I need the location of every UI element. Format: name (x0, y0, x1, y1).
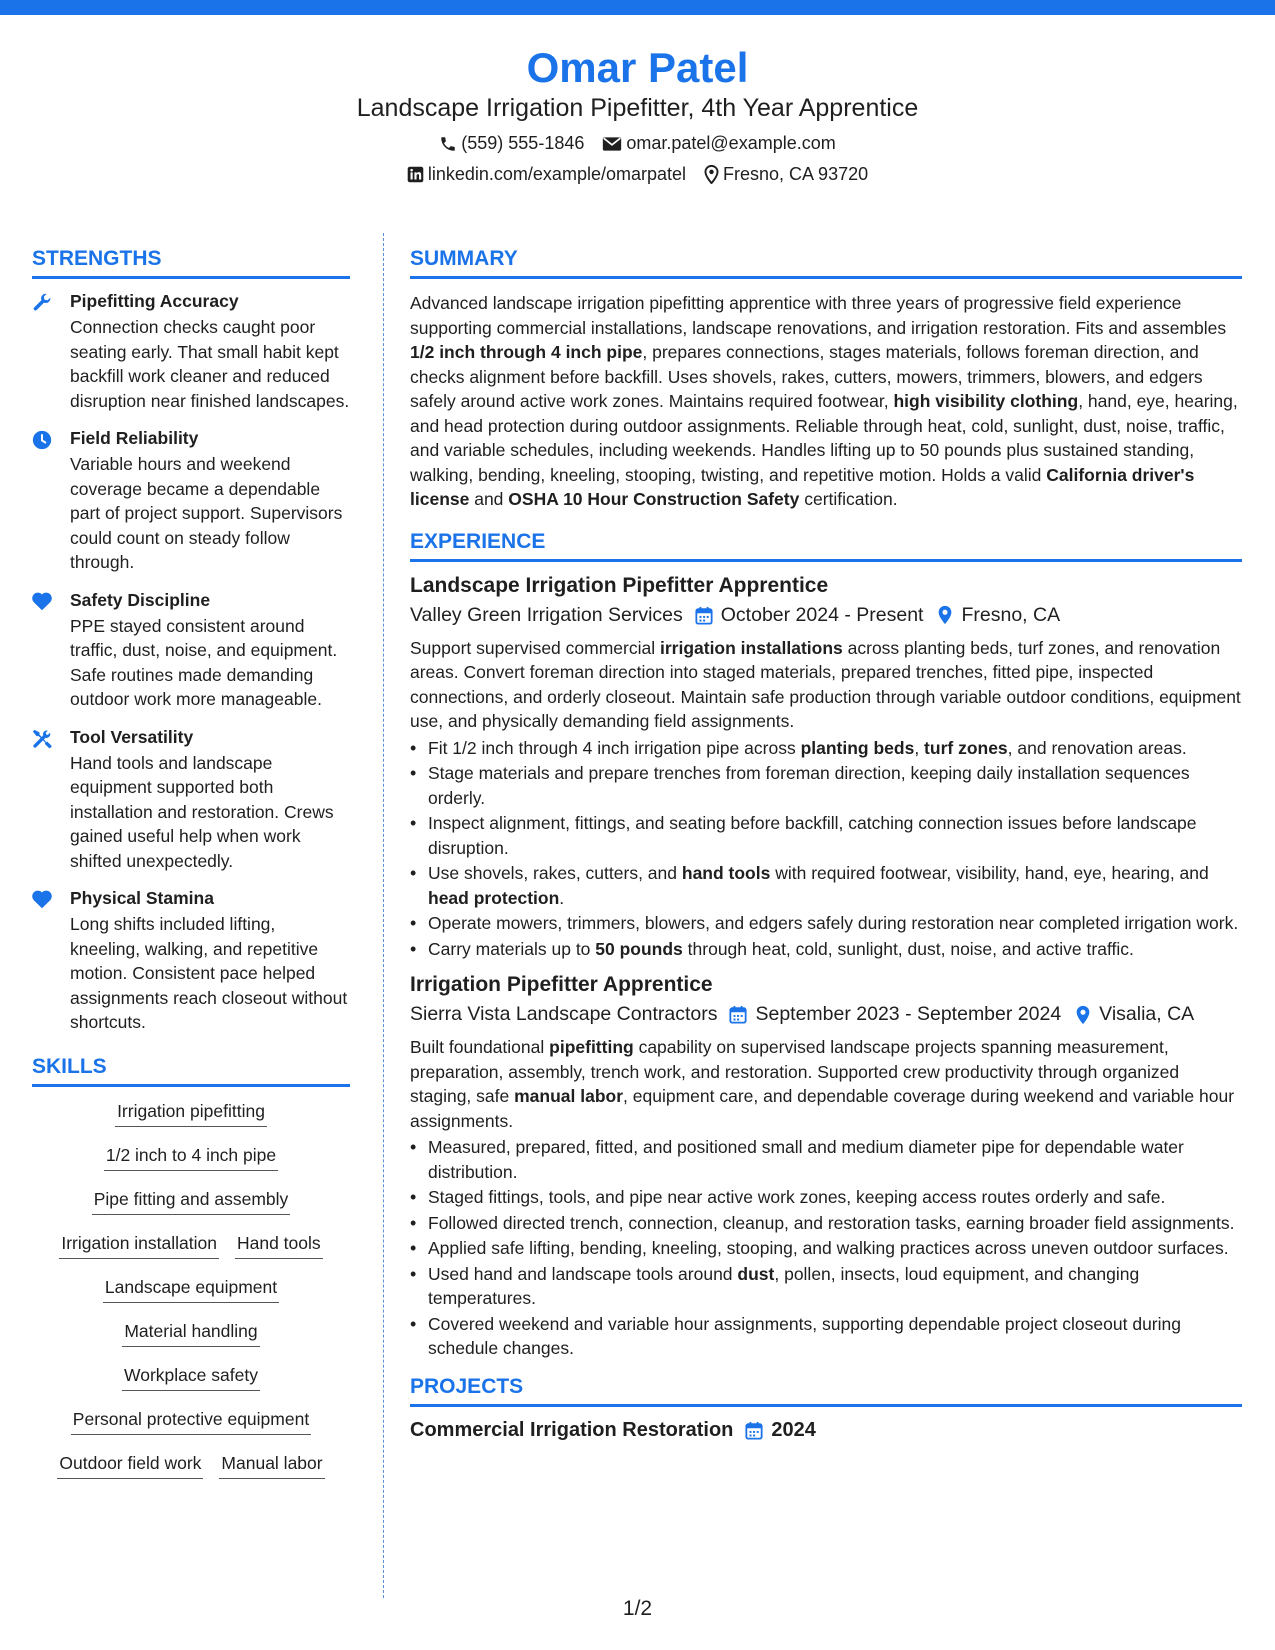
skills-heading: SKILLS (32, 1055, 350, 1087)
strength-desc: Long shifts included lifting, kneeling, walking, and repetitive motion. Consistent pace helped assignments reach closeout without shortcuts. (70, 914, 348, 1032)
strength-desc: Variable hours and weekend coverage became a dependable part of project support. Supervisors could count on steady follow through. (70, 454, 343, 572)
wrench-icon (32, 293, 52, 313)
skill-tag: Material handling (122, 1319, 259, 1347)
strength-item (32, 727, 350, 874)
job-entry (410, 574, 1242, 962)
strength-title: Field Reliability (70, 428, 199, 448)
skill-tag: Irrigation pipefitting (115, 1099, 267, 1127)
calendar-icon (695, 606, 713, 625)
heart-icon (32, 890, 52, 909)
clock-icon (32, 430, 52, 450)
contact-row-1 (0, 133, 1275, 154)
project-year: 2024 (771, 1418, 816, 1441)
job-meta (410, 604, 1242, 627)
skill-tag: 1/2 inch to 4 inch pipe (104, 1143, 278, 1171)
strength-item (32, 590, 350, 712)
strength-desc: Hand tools and landscape equipment supported both installation and restoration. Crews gained useful help when work shifted unexpectedly. (70, 752, 334, 871)
page-number: 1/2 (622, 1597, 653, 1620)
list-item: • Followed directed trench, connection, cleanup, and restoration tasks, earning broader field assignments. (410, 1211, 1242, 1236)
job-meta (410, 1003, 1242, 1026)
project-entry (410, 1419, 1242, 1442)
skill-tag: Pipe fitting and assembly (92, 1187, 291, 1215)
skill-tag: Irrigation installation (59, 1231, 219, 1259)
list-item: • Staged fittings, tools, and pipe near active work zones, keeping access routes orderly and safe. (410, 1185, 1242, 1210)
project-title: Commercial Irrigation Restoration (410, 1418, 734, 1441)
left-column (32, 247, 350, 1495)
strength-title: Safety Discipline (70, 589, 211, 610)
strength-item (32, 888, 350, 1035)
projects-heading: PROJECTS (410, 1375, 1242, 1407)
right-column (410, 247, 1242, 1442)
job-company: Sierra Vista Landscape Contractors (410, 1003, 718, 1025)
candidate-headline: Landscape Irrigation Pipefitter, 4th Year Apprentice (356, 94, 919, 122)
summary-heading: SUMMARY (410, 247, 1242, 279)
job-bullets (410, 736, 1242, 962)
list-item: • Measured, prepared, fitted, and positioned small and medium diameter pipe for dependable water distribution. (410, 1135, 1242, 1184)
map-pin-icon (937, 605, 953, 625)
contact-phone[interactable] (439, 133, 584, 154)
skill-tag: Workplace safety (122, 1363, 260, 1391)
strengths-heading: STRENGTHS (32, 247, 350, 279)
experience-heading: EXPERIENCE (410, 530, 1242, 562)
map-pin-icon (704, 165, 719, 184)
tools-icon (32, 729, 52, 749)
top-accent-bar (0, 0, 1275, 15)
job-dates: September 2023 - September 2024 (755, 1003, 1062, 1025)
strength-item (32, 428, 350, 575)
list-item: • Used hand and landscape tools around dust, pollen, insects, loud equipment, and changing temperatures. (410, 1262, 1242, 1311)
job-location: Visalia, CA (1099, 1003, 1195, 1025)
column-divider (383, 233, 384, 1598)
strength-item (32, 291, 350, 413)
strength-title: Pipefitting Accuracy (70, 291, 239, 311)
list-item: • Fit 1/2 inch through 4 inch irrigation pipe across planting beds, turf zones, and renovation areas. (410, 736, 1242, 761)
strength-title: Physical Stamina (70, 888, 214, 908)
contact-location (704, 164, 868, 185)
job-entry (410, 973, 1242, 1361)
email-text: omar.patel@example.com (626, 133, 836, 153)
strength-desc: Connection checks caught poor seating early. That small habit kept backfill work cleaner and reduced disruption near finished landscapes. (70, 317, 350, 411)
location-text: Fresno, CA 93720 (723, 164, 869, 184)
list-item: • Covered weekend and variable hour assignments, supporting dependable project closeout during schedule changes. (410, 1312, 1242, 1361)
job-title: Irrigation Pipefitter Apprentice (410, 973, 713, 996)
list-item: • Operate mowers, trimmers, blowers, and edgers safely during restoration near completed irrigation work. (410, 911, 1242, 936)
linkedin-icon (407, 166, 424, 183)
skill-tag: Outdoor field work (57, 1451, 203, 1479)
linkedin-text: linkedin.com/example/omarpatel (427, 164, 687, 184)
contact-linkedin[interactable] (407, 164, 686, 185)
list-item: • Use shovels, rakes, cutters, and hand tools with required footwear, visibility, hand, eye, hearing, and head protection. (410, 861, 1242, 910)
summary-text: Advanced landscape irrigation pipefitting apprentice with three years of progressive field experience supporting commercial installations, landscape renovations, and irrigation restoration. Fits and assembles 1/2 inch through 4 inch pipe, prepares connections, stages materials, follows foreman direction, and checks alignment before backfill. Uses shovels, rakes, cutters, mowers, trimmers, blowers, and edgers safely around active work zones. Maintains required footwear, high visibility clothing, hand, eye, hearing, and head protection during outdoor assignments. Reliable through heat, cold, sunlight, dust, noise, traffic, and variable schedules, including weekends. Handles lifting up to 50 pounds plus sustained standing, walking, bending, kneeling, stooping, twisting, and repetitive motion. Holds a valid California driver's license and OSHA 10 Hour Construction Safety certification. (410, 293, 1238, 509)
list-item: • Stage materials and prepare trenches from foreman direction, keeping daily installation sequences orderly. (410, 761, 1242, 810)
envelope-icon (602, 136, 622, 152)
skill-tag: Personal protective equipment (71, 1407, 311, 1435)
list-item: • Inspect alignment, fittings, and seating before backfill, catching connection issues before landscape disruption. (410, 811, 1242, 860)
contact-email[interactable] (602, 133, 835, 154)
phone-text: (559) 555-1846 (461, 133, 585, 153)
heart-icon (32, 592, 52, 611)
phone-icon (439, 135, 457, 153)
job-bullets (410, 1135, 1242, 1361)
calendar-icon (729, 1005, 747, 1024)
contact-row-2 (0, 164, 1275, 185)
strength-desc: PPE stayed consistent around traffic, dust, noise, and equipment. Safe routines made demanding outdoor work more manageable. (70, 615, 338, 709)
job-description: Built foundational pipefitting capability on supervised landscape projects spanning measurement, preparation, assembly, trench work, and restoration. Supported crew productivity through organized staging, safe manual labor, equipment care, and dependable coverage during weekend and variable hour assignments. (410, 1037, 1235, 1131)
skill-tag: Hand tools (235, 1231, 323, 1259)
job-dates: October 2024 - Present (720, 603, 924, 626)
candidate-name: Omar Patel (526, 44, 749, 91)
job-company: Valley Green Irrigation Services (410, 603, 683, 626)
map-pin-icon (1075, 1005, 1091, 1025)
job-location: Fresno, CA (961, 603, 1061, 626)
list-item: • Applied safe lifting, bending, kneeling, stooping, and walking practices across uneven outdoor surfaces. (410, 1236, 1242, 1261)
calendar-icon (745, 1421, 763, 1440)
strength-title: Tool Versatility (70, 726, 194, 747)
job-description: Support supervised commercial irrigation installations across planting beds, turf zones, and renovation areas. Convert foreman direction into staged materials, prepared trenches, fitted pipe, inspected connections, and orderly closeout. Maintain safe production through variable outdoor conditions, equipment use, and physically demanding field assignments. (410, 637, 1241, 731)
job-title: Landscape Irrigation Pipefitter Apprentice (410, 573, 829, 597)
skill-tag: Landscape equipment (103, 1275, 279, 1303)
list-item: • Carry materials up to 50 pounds through heat, cold, sunlight, dust, noise, and active traffic. (410, 937, 1242, 962)
skills-list (32, 1099, 350, 1479)
skill-tag: Manual labor (219, 1451, 324, 1479)
